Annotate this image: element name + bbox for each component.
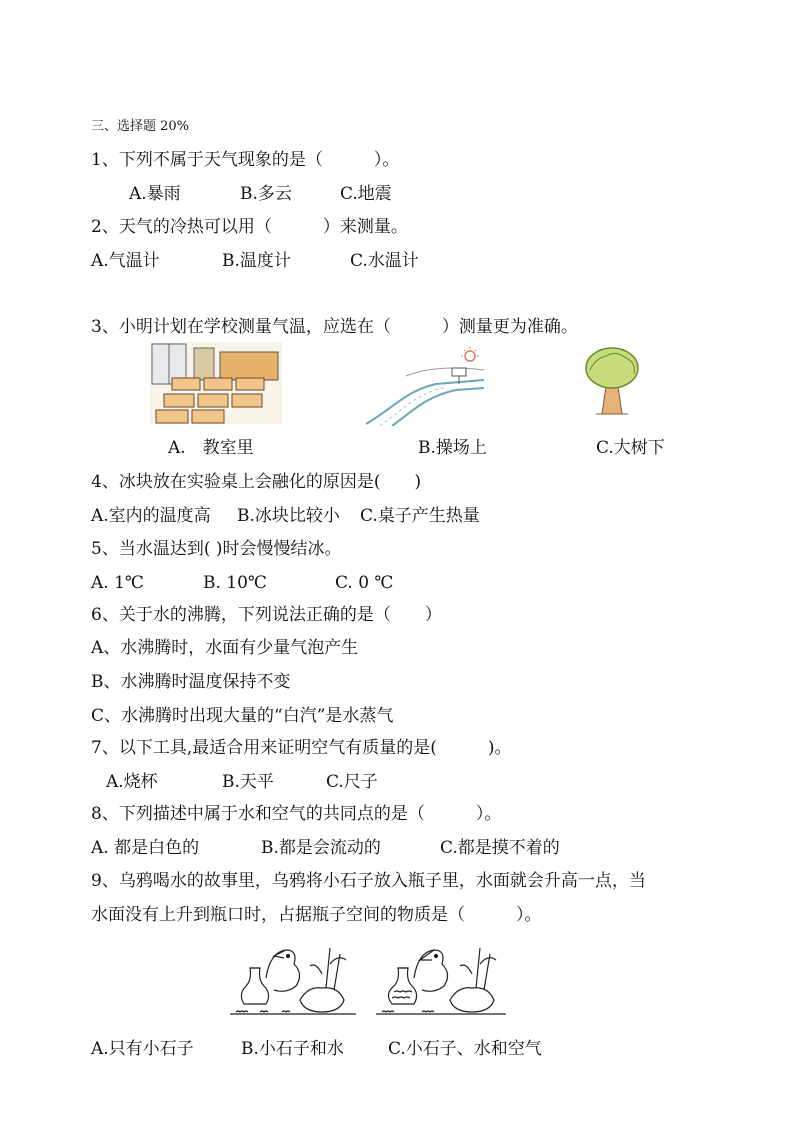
crow-drinking-image-1 — [230, 934, 356, 1018]
question-6-option-b[interactable]: B、水沸腾时温度保持不变 — [91, 672, 291, 692]
question-1-option-a[interactable]: A.暴雨 — [129, 184, 181, 204]
question-3-option-a[interactable]: A. 教室里 — [168, 438, 254, 458]
question-2-option-a[interactable]: A.气温计 — [91, 251, 160, 271]
question-6-option-a[interactable]: A、水沸腾时，水面有少量气泡产生 — [91, 638, 359, 658]
question-9-stem-line-1: 9、乌鸦喝水的故事里，乌鸦将小石子放入瓶子里，水面就会升高一点，当 — [91, 871, 646, 891]
question-6-stem: 6、关于水的沸腾，下列说法正确的是（ ） — [91, 605, 442, 625]
question-3-option-c[interactable]: C.大树下 — [596, 438, 665, 458]
question-2-stem: 2、天气的冷热可以用（ ）来测量。 — [91, 217, 408, 237]
question-2-option-b[interactable]: B.温度计 — [222, 251, 291, 271]
question-9-option-b[interactable]: B.小石子和水 — [241, 1039, 344, 1059]
question-3-stem: 3、小明计划在学校测量气温，应选在（ ）测量更为准确。 — [91, 317, 578, 337]
playground-image — [366, 346, 486, 426]
section-title: 三、选择题 20% — [91, 119, 190, 134]
question-1-option-b[interactable]: B.多云 — [240, 184, 292, 204]
question-9-stem-line-2: 水面没有上升到瓶口时，占据瓶子空间的物质是（ ）。 — [91, 905, 542, 925]
question-1-stem: 1、下列不属于天气现象的是（ ）。 — [91, 150, 400, 170]
question-4-option-b[interactable]: B.冰块比较小 — [237, 506, 340, 526]
question-8-option-a[interactable]: A. 都是白色的 — [91, 838, 200, 858]
question-8-option-b[interactable]: B.都是会流动的 — [261, 838, 381, 858]
question-4-stem: 4、冰块放在实验桌上会融化的原因是( ) — [91, 472, 422, 492]
question-8-stem: 8、下列描述中属于水和空气的共同点的是（ ）。 — [91, 804, 502, 824]
question-4-option-a[interactable]: A.室内的温度高 — [91, 506, 211, 526]
question-8-option-c[interactable]: C.都是摸不着的 — [440, 838, 560, 858]
question-5-option-b[interactable]: B. 10℃ — [203, 573, 267, 593]
question-7-option-c[interactable]: C.尺子 — [326, 772, 378, 792]
crow-drinking-image-2 — [376, 934, 506, 1018]
question-3-option-b[interactable]: B.操场上 — [418, 438, 487, 458]
question-7-option-a[interactable]: A.烧杯 — [106, 772, 158, 792]
question-5-option-c[interactable]: C. 0 ℃ — [335, 573, 394, 593]
question-6-option-c[interactable]: C、水沸腾时出现大量的“白汽”是水蒸气 — [91, 706, 394, 726]
question-1-option-c[interactable]: C.地震 — [340, 184, 392, 204]
question-9-option-a[interactable]: A.只有小石子 — [91, 1039, 194, 1059]
tree-image — [582, 346, 642, 416]
question-5-stem: 5、当水温达到( )时会慢慢结冰。 — [91, 539, 342, 559]
classroom-image — [150, 342, 282, 424]
question-7-stem: 7、以下工具,最适合用来证明空气有质量的是( )。 — [91, 738, 512, 758]
question-4-option-c[interactable]: C.桌子产生热量 — [360, 506, 480, 526]
question-2-option-c[interactable]: C.水温计 — [350, 251, 419, 271]
question-5-option-a[interactable]: A. 1℃ — [91, 573, 144, 593]
question-7-option-b[interactable]: B.天平 — [222, 772, 274, 792]
question-9-option-c[interactable]: C.小石子、水和空气 — [388, 1039, 542, 1059]
